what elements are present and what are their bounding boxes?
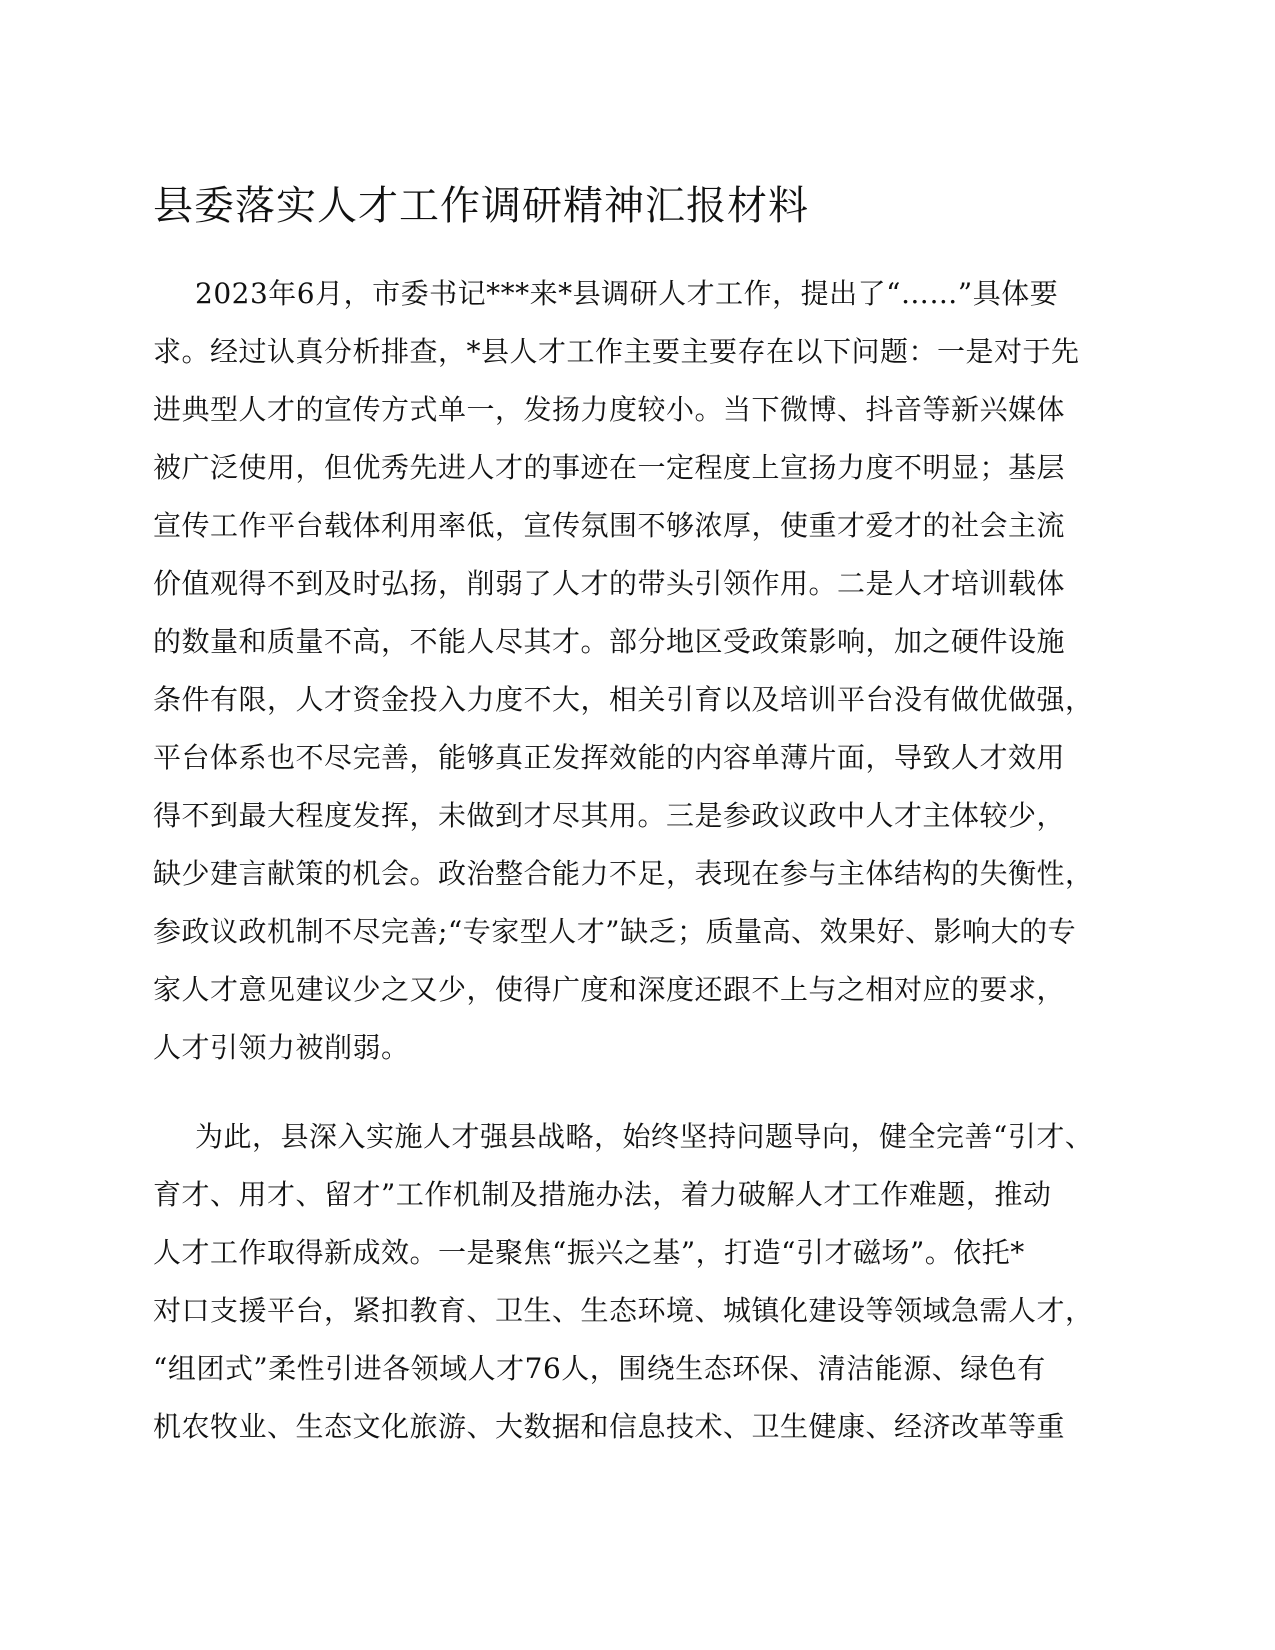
paragraph-line: “组团式”柔性引进各领域人才76人，围绕生态环保、清洁能源、绿色有 — [153, 1352, 1046, 1385]
paragraph-line: 对口支援平台，紧扣教育、卫生、生态环境、城镇化建设等领域急需人才， — [153, 1294, 1094, 1327]
paragraph-line: 2023年6月，市委书记***来*县调研人才工作，提出了“……”具体要 — [195, 277, 1059, 310]
paragraph-line: 参政议政机制不尽完善;“专家型人才”缺乏；质量高、效果好、影响大的专 — [153, 915, 1077, 948]
document-title: 县委落实人才工作调研精神汇报材料 — [153, 183, 809, 229]
paragraph-line: 人才引领力被削弱。 — [153, 1031, 410, 1064]
paragraph-line: 家人才意见建议少之又少，使得广度和深度还跟不上与之相对应的要求， — [153, 973, 1066, 1006]
paragraph-line: 进典型人才的宣传方式单一，发扬力度较小。当下微博、抖音等新兴媒体 — [153, 393, 1066, 426]
paragraph-line: 机农牧业、生态文化旅游、大数据和信息技术、卫生健康、经济改革等重 — [153, 1410, 1066, 1443]
paragraph-line: 人才工作取得新成效。一是聚焦“振兴之基”，打造“引才磁场”。依托* — [153, 1236, 1025, 1269]
paragraph-line: 条件有限，人才资金投入力度不大，相关引育以及培训平台没有做优做强， — [153, 683, 1094, 716]
paragraph-line: 的数量和质量不高，不能人尽其才。部分地区受政策影响，加之硬件设施 — [153, 625, 1066, 658]
paragraph-line: 宣传工作平台载体利用率低，宣传氛围不够浓厚，使重才爱才的社会主流 — [153, 509, 1066, 542]
paragraph-line: 平台体系也不尽完善，能够真正发挥效能的内容单薄片面，导致人才效用 — [153, 741, 1066, 774]
paragraph-measures — [153, 1108, 1123, 1456]
paragraph-line: 求。经过认真分析排查，*县人才工作主要主要存在以下问题：一是对于先 — [153, 335, 1080, 368]
paragraph-line: 缺少建言献策的机会。政治整合能力不足，表现在参与主体结构的失衡性， — [153, 857, 1094, 890]
paragraph-line: 育才、用才、留才”工作机制及措施办法，着力破解人才工作难题，推动 — [153, 1178, 1052, 1211]
paragraph-line: 价值观得不到及时弘扬，削弱了人才的带头引领作用。二是人才培训载体 — [153, 567, 1066, 600]
paragraph-line: 得不到最大程度发挥，未做到才尽其用。三是参政议政中人才主体较少， — [153, 799, 1066, 832]
paragraph-problems — [153, 265, 1123, 1077]
paragraph-line: 为此，县深入实施人才强县战略，始终坚持问题导向，健全完善“引才、 — [195, 1120, 1094, 1153]
paragraph-line: 被广泛使用，但优秀先进人才的事迹在一定程度上宣扬力度不明显；基层 — [153, 451, 1066, 484]
